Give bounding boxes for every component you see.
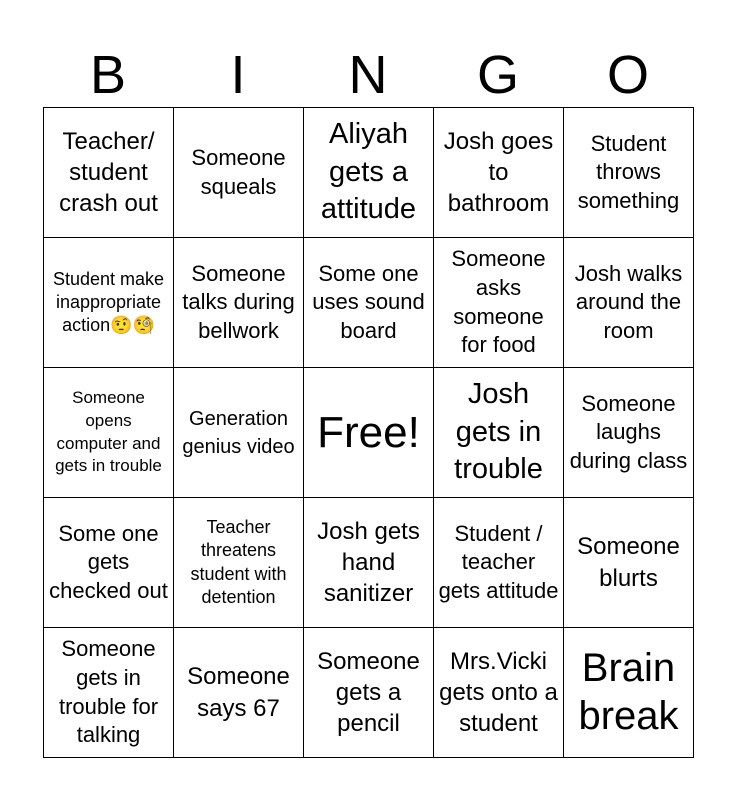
header-letter-g: G [476,45,519,105]
bingo-cell-text: Teacher threatens student with detention [190,517,287,607]
bingo-cell-o2[interactable] [564,238,694,368]
bingo-cell-text: Someone gets a pencil [317,647,420,738]
bingo-cell-text: Teacher/ student crash out [59,127,158,218]
bingo-cell-g2[interactable] [434,238,564,368]
header-letter-n: N [348,45,388,105]
bingo-row-3 [44,368,694,498]
bingo-cell-i2[interactable] [174,238,304,368]
bingo-cell-text: Student make inappropriate action🤨🧐 [52,268,165,336]
bingo-cell-i1[interactable] [174,108,304,238]
bingo-cell-text: Josh gets hand sanitizer [317,517,420,608]
bingo-cell-o5[interactable] [564,628,694,758]
bingo-cell-text: Brain break [578,646,679,738]
header-letter-i: I [230,45,246,105]
bingo-cell-o1[interactable] [564,108,694,238]
bingo-cell-g4[interactable] [434,498,564,628]
bingo-cell-b3[interactable] [44,368,174,498]
bingo-cell-i5[interactable] [174,628,304,758]
bingo-cell-i3[interactable] [174,368,304,498]
bingo-cell-text: Some one gets checked out [49,520,168,603]
bingo-cell-n5[interactable] [304,628,434,758]
bingo-cell-g3[interactable] [434,368,564,498]
bingo-cell-n1[interactable] [304,108,434,238]
bingo-cell-i4[interactable] [174,498,304,628]
bingo-cell-text: Josh goes to bathroom [443,127,554,218]
bingo-cell-text: Generation genius video [182,407,295,458]
bingo-cell-n4[interactable] [304,498,434,628]
bingo-cell-b5[interactable] [44,628,174,758]
bingo-cell-o3[interactable] [564,368,694,498]
bingo-cell-text: Someone blurts [577,533,680,592]
bingo-cell-text: Aliyah gets a attitude [320,117,417,226]
bingo-cell-n2[interactable] [304,238,434,368]
bingo-cell-b1[interactable] [44,108,174,238]
bingo-cell-text: Someone opens computer and gets in trouble [55,387,162,476]
bingo-cell-text: Student / teacher gets attitude [438,520,559,603]
bingo-cell-b2[interactable] [44,238,174,368]
bingo-cell-text: Someone laughs during class [569,390,688,473]
bingo-cell-text: Someone squeals [191,144,286,199]
bingo-row-1 [44,108,694,238]
bingo-cell-g1[interactable] [434,108,564,238]
bingo-cell-text: Some one uses sound board [312,260,425,343]
header-letter-o: O [606,45,649,105]
header-letter-b: B [89,45,127,105]
bingo-cell-text: Mrs.Vicki gets onto a student [439,647,558,738]
bingo-cell-o4[interactable] [564,498,694,628]
bingo-cell-g5[interactable] [434,628,564,758]
bingo-cell-text: Josh gets in trouble [454,377,543,486]
bingo-row-2 [44,238,694,368]
bingo-cell-b4[interactable] [44,498,174,628]
bingo-row-4 [44,498,694,628]
bingo-cell-free[interactable] [304,368,434,498]
bingo-cell-text: Josh walks around the room [574,260,683,343]
bingo-card-grid [43,107,694,758]
bingo-row-5 [44,628,694,758]
bingo-cell-text: Someone talks during bellwork [182,260,295,343]
bingo-cell-text: Someone asks someone for food [451,246,546,358]
bingo-cell-text: Someone gets in trouble for talking [58,636,159,748]
bingo-cell-text: Student throws something [577,130,680,213]
bingo-cell-text: Someone says 67 [187,663,290,722]
bingo-header [43,42,693,108]
bingo-cell-text: Free! [317,407,420,457]
